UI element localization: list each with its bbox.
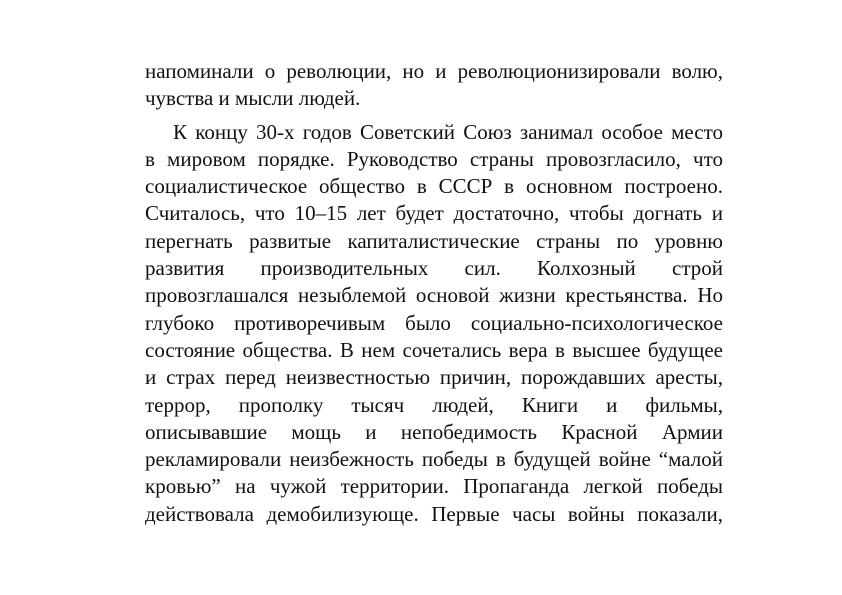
text-line: описывавшие мощь и непобедимость Красной Армии	[145, 419, 723, 444]
text-line: состояние общества. В нем сочетались вера в высшее будущее	[145, 337, 723, 362]
text-line: и страх перед неизвестностью причин, порождавших аресты,	[145, 365, 723, 390]
text-line: в мировом порядке. Руководство страны провозгласило, что	[145, 146, 723, 171]
text-line: действовала демобилизующе. Первые часы войны показали,	[145, 501, 723, 526]
text-line: К концу 30-х годов Советский Союз занимал особое место	[173, 119, 723, 144]
text-line: террор, прополку тысяч людей, Книги и фильмы,	[145, 392, 723, 417]
text-line: напоминали о революции, но и революционизировали волю,	[145, 59, 723, 83]
text-line: Считалось, что 10–15 лет будет достаточно, чтобы догнать и	[145, 201, 723, 226]
text-line: чувства и мысли людей.	[145, 86, 361, 111]
text-line: кровью” на чужой территории. Пропаганда легкой победы	[145, 474, 723, 499]
text-line: перегнать развитые капиталистические страны по уровню	[145, 228, 723, 253]
paragraph-1	[145, 58, 723, 113]
text-line: глубоко противоречивым было социально-психологическое	[145, 310, 723, 335]
body-text	[145, 58, 723, 528]
paragraph-2	[145, 119, 723, 528]
text-line: провозглашался незыблемой основой жизни крестьянства. Но	[145, 283, 723, 308]
text-line: развития производительных сил. Колхозный строй	[145, 256, 723, 281]
text-line: социалистическое общество в СССР в основном построено.	[145, 174, 723, 199]
text-line: рекламировали неизбежность победы в будущей войне “малой	[145, 447, 723, 472]
